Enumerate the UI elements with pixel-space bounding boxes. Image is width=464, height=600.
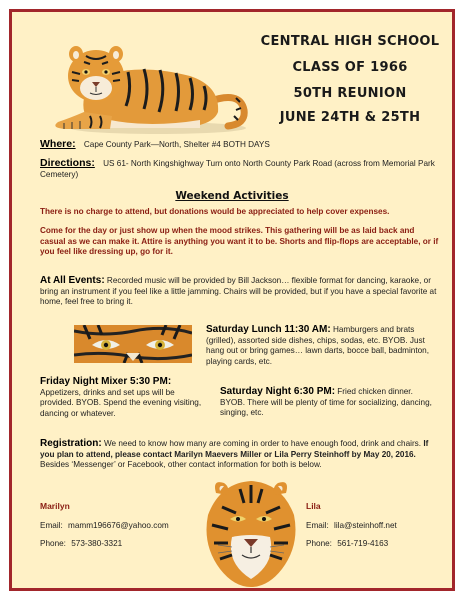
marilyn-email[interactable]: mamm196676@yahoo.com (68, 520, 169, 530)
saturday-lunch-section (206, 325, 430, 367)
lila-phone-row (306, 539, 446, 550)
lila-name: Lila (306, 501, 321, 511)
tiger-face-image (202, 477, 300, 589)
lila-email[interactable]: lila@steinhoff.net (334, 520, 397, 530)
saturday-night-label: Saturday Night 6:30 PM: (220, 386, 336, 397)
marilyn-phone-label: Phone: (40, 539, 66, 549)
friday-mixer-label: Friday Night Mixer 5:30 PM (40, 376, 168, 387)
contact-lila (306, 501, 446, 550)
registration-section (40, 439, 440, 471)
lila-phone[interactable]: 561-719-4163 (337, 539, 389, 549)
weekend-heading: Weekend Activities (175, 190, 289, 202)
marilyn-phone-row (40, 539, 210, 550)
registration-text-1: We need to know how many are coming in order to have enough food, drink and chairs. (101, 439, 424, 448)
directions-section (40, 158, 440, 180)
header-line-4: JUNE 24TH & 25TH (279, 110, 421, 125)
saturday-night-text: Fried chicken dinner. BYOB. There will be plenty of time for socializing, dancing, singing, etc. (220, 387, 432, 418)
friday-mixer-section (40, 377, 210, 419)
weekend-charge-text: There is no charge to attend, but donations would be appreciated to help cover expenses. (40, 207, 390, 216)
where-label: Where: (40, 138, 76, 150)
all-events-label: At All Events (40, 275, 102, 286)
tiger-eyes-image (74, 325, 192, 363)
friday-mixer-colon: : (167, 376, 172, 387)
weekend-come-text: Come for the day or just show up when the mood strikes. This gathering will be as laid back and casual as we can make it. Attire is anything you want it to be. Shorts and flip-flops are acceptable, or if you feel like dressing up, go for it. (40, 226, 439, 257)
all-events-text: Recorded music will be provided by Bill Jackson… flexible format for dancing, karaoke, or bring an instrument if you feel like a little jamming. Chairs will be provided, but if you have a special favorite at home, feel free to bring it. (40, 276, 437, 307)
header-line-1: CENTRAL HIGH SCHOOL (260, 34, 440, 49)
lila-phone-label: Phone: (306, 539, 332, 549)
contact-marilyn (40, 501, 210, 550)
friday-mixer-text: Appetizers, drinks and set ups will be provided. BYOB. Spend the evening visiting, dancing or whatever. (40, 387, 202, 418)
registration-label: Registration (40, 438, 99, 449)
where-text: Cape County Park—North, Shelter #4 BOTH DAYS (83, 140, 270, 149)
header-line-2: CLASS OF 1966 (292, 60, 408, 75)
directions-text: US 61- North Kingshighway Turn onto North County Park Road (across from Memorial Park Cemetery) (40, 159, 435, 179)
tiger-lying-image (40, 32, 250, 136)
marilyn-name: Marilyn (40, 501, 70, 511)
directions-label: Directions: (40, 157, 95, 169)
saturday-night-section (220, 387, 434, 419)
all-events-section (40, 276, 438, 308)
saturday-lunch-text: Hamburgers and brats (grilled), assorted side dishes, chips, sodas, etc. BYOB. Just hang out or bring games… lawn darts, bocce ball, badminton, playing cards, etc. (206, 325, 430, 366)
header-line-3: 50TH REUNION (293, 86, 407, 101)
lila-email-row (306, 521, 446, 532)
marilyn-email-label: Email: (40, 520, 63, 530)
saturday-lunch-label: Saturday Lunch 11:30 AM: (206, 324, 331, 335)
reunion-flyer (9, 9, 455, 591)
all-events-colon: : (101, 275, 105, 286)
marilyn-email-row (40, 521, 210, 532)
where-section (40, 139, 440, 151)
registration-colon: : (98, 438, 102, 449)
registration-bold-text: If you plan to attend, please contact Marilyn Maevers Miller or Lila Perry Steinhoff by May 20, 2016. (40, 439, 429, 459)
lila-email-label: Email: (306, 520, 329, 530)
registration-text-2: Besides ‘Messenger’ or Facebook, other contact information for both is below. (40, 460, 322, 470)
marilyn-phone[interactable]: 573-380-3321 (71, 539, 123, 549)
